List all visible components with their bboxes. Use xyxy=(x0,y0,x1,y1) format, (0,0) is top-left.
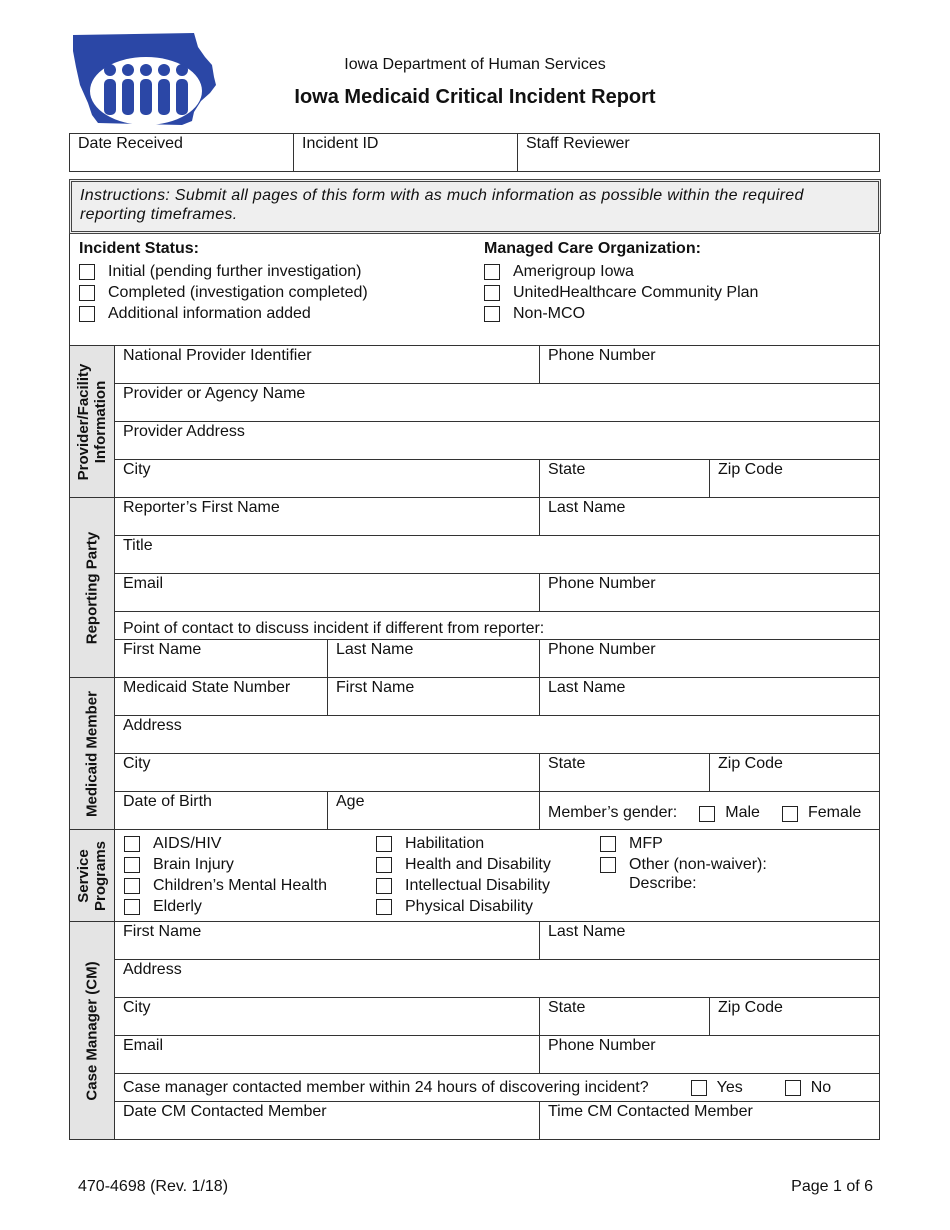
no-label: No xyxy=(810,1079,832,1096)
program-childrens-mental-health[interactable]: Children’s Mental Health xyxy=(124,875,327,896)
checkbox[interactable] xyxy=(124,899,140,915)
status-section xyxy=(69,234,880,346)
status-initial-option[interactable]: Initial (pending further investigation) xyxy=(79,261,368,282)
provider-name-field[interactable]: Provider or Agency Name xyxy=(123,385,306,402)
cm-first-name-field[interactable]: First Name xyxy=(115,922,540,959)
cm-zip-field[interactable]: Zip Code xyxy=(718,999,783,1016)
reporter-email-field[interactable]: Email xyxy=(115,574,540,611)
provider-section-label: Provider/Facility Information xyxy=(75,363,109,480)
medicaid-member-section xyxy=(69,678,880,830)
program-aids-hiv[interactable]: AIDS/HIV xyxy=(124,833,327,854)
cm-state-field[interactable]: State xyxy=(540,998,710,1035)
member-gender-field xyxy=(540,792,879,829)
program-physical-disability[interactable]: Physical Disability xyxy=(376,896,551,917)
service-programs-label: Service Programs xyxy=(75,840,109,911)
cm-time-contacted-field[interactable]: Time CM Contacted Member xyxy=(548,1103,753,1120)
provider-address-field[interactable]: Provider Address xyxy=(123,423,245,440)
provider-phone-field[interactable]: Phone Number xyxy=(548,347,656,364)
page-number: Page 1 of 6 xyxy=(791,1178,873,1195)
member-address-field[interactable]: Address xyxy=(123,717,182,734)
checkbox[interactable] xyxy=(376,836,392,852)
incident-status-heading: Incident Status: xyxy=(79,240,200,257)
npi-field[interactable]: National Provider Identifier xyxy=(115,346,540,383)
checkbox[interactable] xyxy=(124,857,140,873)
checkbox[interactable] xyxy=(124,878,140,894)
mco-amerigroup-option[interactable]: Amerigroup Iowa xyxy=(484,261,758,282)
checkbox[interactable] xyxy=(600,857,616,873)
poc-first-name-field[interactable]: First Name xyxy=(115,640,328,678)
checkbox[interactable] xyxy=(79,285,95,301)
male-label: Male xyxy=(725,804,760,821)
yes-checkbox[interactable] xyxy=(691,1080,707,1096)
cm-contact-question: Case manager contacted member within 24 hours of discovering incident? xyxy=(123,1079,649,1096)
program-health-disability[interactable]: Health and Disability xyxy=(376,854,551,875)
cm-date-contacted-field[interactable]: Date CM Contacted Member xyxy=(115,1102,540,1139)
checkbox[interactable] xyxy=(600,836,616,852)
male-checkbox[interactable] xyxy=(699,806,715,822)
reporting-party-label: Reporting Party xyxy=(83,531,101,644)
form-title: Iowa Medicaid Critical Incident Report xyxy=(294,86,656,108)
mco-uhc-option[interactable]: UnitedHealthcare Community Plan xyxy=(484,282,758,303)
checkbox[interactable] xyxy=(79,264,95,280)
member-dob-field[interactable]: Date of Birth xyxy=(115,792,328,829)
cm-phone-field[interactable]: Phone Number xyxy=(548,1037,656,1054)
checkbox[interactable] xyxy=(376,878,392,894)
poc-phone-field[interactable]: Phone Number xyxy=(548,641,656,658)
member-last-name-field[interactable]: Last Name xyxy=(548,679,626,696)
staff-reviewer-field[interactable]: Staff Reviewer xyxy=(526,135,630,152)
checkbox[interactable] xyxy=(484,285,500,301)
reporting-party-section xyxy=(69,498,880,678)
program-mfp[interactable]: MFP xyxy=(600,833,767,854)
no-checkbox[interactable] xyxy=(785,1080,801,1096)
program-intellectual-disability[interactable]: Intellectual Disability xyxy=(376,875,551,896)
provider-state-field[interactable]: State xyxy=(540,460,710,497)
medicaid-state-number-field[interactable]: Medicaid State Number xyxy=(115,678,328,715)
provider-section xyxy=(69,346,880,498)
reporter-last-name-field[interactable]: Last Name xyxy=(548,499,626,516)
service-programs-section xyxy=(69,830,880,922)
status-additional-option[interactable]: Additional information added xyxy=(79,303,368,324)
member-age-field[interactable]: Age xyxy=(328,792,540,829)
female-label: Female xyxy=(807,804,862,821)
office-use-fields xyxy=(69,133,880,172)
form-number: 470-4698 (Rev. 1/18) xyxy=(78,1178,229,1195)
reporter-phone-field[interactable]: Phone Number xyxy=(548,575,656,592)
female-checkbox[interactable] xyxy=(782,806,798,822)
case-manager-section xyxy=(69,922,880,1140)
member-first-name-field[interactable]: First Name xyxy=(328,678,540,715)
reporter-first-name-field[interactable]: Reporter’s First Name xyxy=(115,498,540,535)
yes-label: Yes xyxy=(716,1079,743,1096)
program-habilitation[interactable]: Habilitation xyxy=(376,833,551,854)
program-other[interactable]: Other (non-waiver): xyxy=(600,854,767,875)
agency-name: Iowa Department of Human Services xyxy=(344,56,606,73)
program-describe-field[interactable]: Describe: xyxy=(629,875,697,892)
cm-last-name-field[interactable]: Last Name xyxy=(548,923,626,940)
medicaid-member-label: Medicaid Member xyxy=(83,690,101,817)
checkbox[interactable] xyxy=(79,306,95,322)
program-brain-injury[interactable]: Brain Injury xyxy=(124,854,327,875)
member-zip-field[interactable]: Zip Code xyxy=(718,755,783,772)
iowa-dhs-logo xyxy=(70,33,218,125)
mco-heading: Managed Care Organization: xyxy=(484,240,701,257)
status-completed-option[interactable]: Completed (investigation completed) xyxy=(79,282,368,303)
program-elderly[interactable]: Elderly xyxy=(124,896,327,917)
checkbox[interactable] xyxy=(124,836,140,852)
checkbox[interactable] xyxy=(376,899,392,915)
cm-address-field[interactable]: Address xyxy=(123,961,182,978)
date-received-field[interactable]: Date Received xyxy=(70,134,294,171)
case-manager-label: Case Manager (CM) xyxy=(83,960,101,1101)
cm-city-field[interactable]: City xyxy=(115,998,540,1035)
incident-id-field[interactable]: Incident ID xyxy=(294,134,518,171)
checkbox[interactable] xyxy=(484,306,500,322)
reporter-title-field[interactable]: Title xyxy=(123,537,153,554)
poc-last-name-field[interactable]: Last Name xyxy=(328,640,540,678)
member-state-field[interactable]: State xyxy=(540,754,710,791)
checkbox[interactable] xyxy=(484,264,500,280)
instructions: Instructions: Submit all pages of this form with as much information as possible within the required reporting timeframes. xyxy=(69,179,881,234)
point-of-contact-note: Point of contact to discuss incident if different from reporter: xyxy=(123,620,545,637)
provider-zip-field[interactable]: Zip Code xyxy=(718,461,783,478)
member-city-field[interactable]: City xyxy=(115,754,540,791)
checkbox[interactable] xyxy=(376,857,392,873)
cm-email-field[interactable]: Email xyxy=(115,1036,540,1073)
cm-contact-question-row xyxy=(115,1074,839,1102)
provider-city-field[interactable]: City xyxy=(115,460,540,497)
gender-label: Member’s gender: xyxy=(548,804,678,821)
mco-non-mco-option[interactable]: Non-MCO xyxy=(484,303,758,324)
